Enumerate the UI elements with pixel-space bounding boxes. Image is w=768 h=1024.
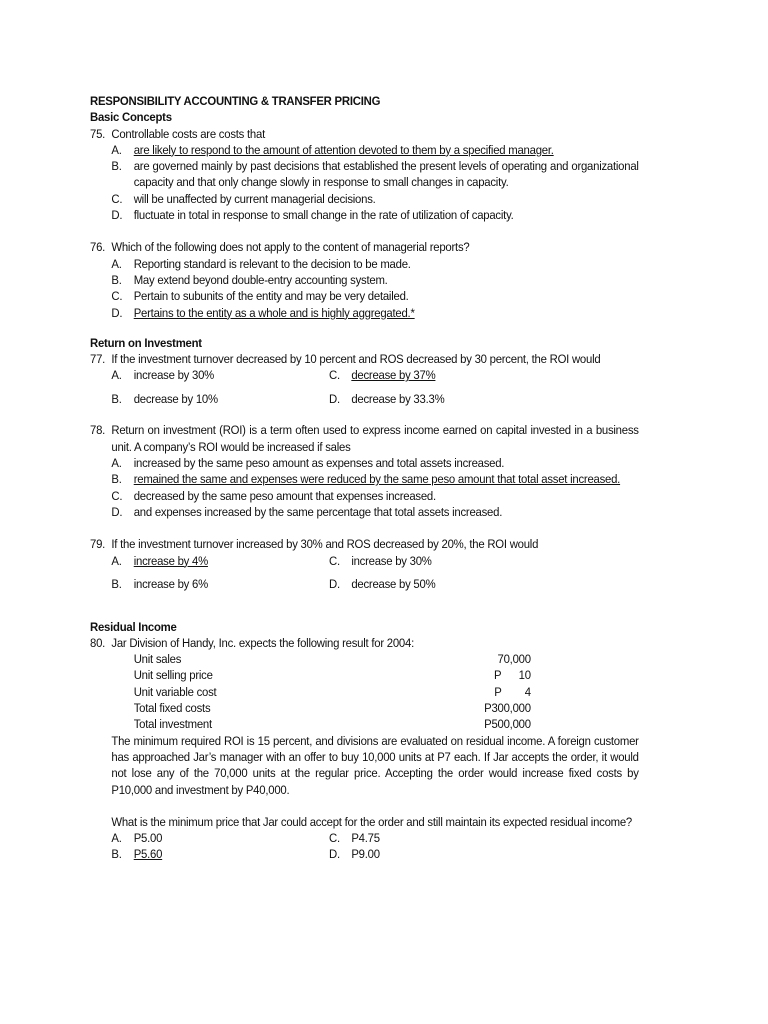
question-stem: If the investment turnover decreased by 10 percent and ROS decreased by 30 percent, the ROI would xyxy=(111,352,601,367)
question-80 xyxy=(90,635,639,651)
question-79 xyxy=(90,536,639,552)
section-heading-roi: Return on Investment xyxy=(90,335,202,350)
problem-paragraph: The minimum required ROI is 15 percent, and divisions are evaluated on residual income. A foreign customer has approached Jar’s manager with an offer to buy 10,000 units at P7 each. If Jar accepts the order, it would not lose any of the 70,000 units at the regular price. Accepting the order would increase fixed costs by P10,000 and investment by P40,000. xyxy=(111,733,639,797)
option-c: C. Pertain to subunits of the entity and may be very detailed. xyxy=(111,289,409,304)
table-row: Total fixed costs P300,000 xyxy=(133,701,531,716)
table-row: Unit sales 70,000 xyxy=(133,652,531,667)
option-b: B. are governed mainly by past decisions that established the present levels of operating and organizational capacity and that only change slowly in response to small changes in capacity. xyxy=(111,159,639,190)
option-a: A. increase by 4% xyxy=(111,553,208,568)
option-d: D. fluctuate in total in response to small change in the rate of utilization of capacity. xyxy=(111,208,514,223)
option-c: C. decrease by 37% xyxy=(329,368,436,383)
table-row: Unit selling price P 10 xyxy=(133,668,531,683)
option-c: C. P4.75 xyxy=(329,831,380,846)
option-a: A. Reporting standard is relevant to the decision to be made. xyxy=(111,256,411,271)
option-d: D. decrease by 50% xyxy=(329,577,436,592)
question-stem: Which of the following does not apply to the content of managerial reports? xyxy=(111,240,470,255)
option-b: B. P5.60 xyxy=(111,847,163,862)
question-text: What is the minimum price that Jar could accept for the order and still maintain its expected residual income? xyxy=(111,814,633,829)
options-row xyxy=(90,391,639,415)
option-c: C. will be unaffected by current managerial decisions. xyxy=(111,191,376,206)
options-row xyxy=(90,553,639,577)
option-c: C. decreased by the same peso amount that expenses increased. xyxy=(111,488,436,503)
question-75 xyxy=(90,126,639,142)
options-row xyxy=(90,846,639,862)
option-c: C. increase by 30% xyxy=(329,553,432,568)
question-78 xyxy=(90,422,639,455)
question-number: 76. xyxy=(90,240,106,255)
options-row xyxy=(90,367,639,391)
question-number: 75. xyxy=(90,126,106,141)
section-heading-residual-income: Residual Income xyxy=(90,619,177,634)
option-b: B. remained the same and expenses were reduced by the same peso amount that total asset increased. xyxy=(111,472,621,487)
question-stem: Return on investment (ROI) is a term often used to express income earned on capital invested in a business unit. A company’s ROI would be increased if sales xyxy=(111,423,639,454)
option-b: B. increase by 6% xyxy=(111,577,208,592)
options-row xyxy=(90,576,639,600)
option-d: D. Pertains to the entity as a whole and is highly aggregated.* xyxy=(111,305,415,320)
option-d: D. P9.00 xyxy=(329,847,380,862)
question-number: 77. xyxy=(90,352,106,367)
question-number: 78. xyxy=(90,423,106,438)
option-a: A. P5.00 xyxy=(111,831,163,846)
options-row xyxy=(90,830,639,846)
data-table xyxy=(90,651,639,732)
option-a: A. increased by the same peso amount as expenses and total assets increased. xyxy=(111,456,505,471)
option-a: A. are likely to respond to the amount of attention devoted to them by a specified manager. xyxy=(111,142,554,157)
table-row: Total investment P500,000 xyxy=(133,717,531,732)
question-number: 80. xyxy=(90,635,106,650)
section-heading-basic-concepts: Basic Concepts xyxy=(90,110,172,125)
document-title: RESPONSIBILITY ACCOUNTING & TRANSFER PRICING xyxy=(90,94,381,108)
question-stem: Controllable costs are costs that xyxy=(111,126,265,141)
option-b: B. May extend beyond double-entry accounting system. xyxy=(111,272,388,287)
document-body xyxy=(90,93,639,863)
question-stem: Jar Division of Handy, Inc. expects the following result for 2004: xyxy=(111,635,414,650)
question-stem: If the investment turnover increased by 30% and ROS decreased by 20%, the ROI would xyxy=(111,537,539,552)
table-row: Unit variable cost P 4 xyxy=(133,684,531,699)
question-number: 79. xyxy=(90,537,106,552)
question-76 xyxy=(90,239,639,255)
option-d: D. and expenses increased by the same percentage that total assets increased. xyxy=(111,504,503,519)
option-b: B. decrease by 10% xyxy=(111,391,218,406)
option-d: D. decrease by 33.3% xyxy=(329,391,445,406)
option-a: A. increase by 30% xyxy=(111,368,215,383)
question-77 xyxy=(90,351,639,367)
